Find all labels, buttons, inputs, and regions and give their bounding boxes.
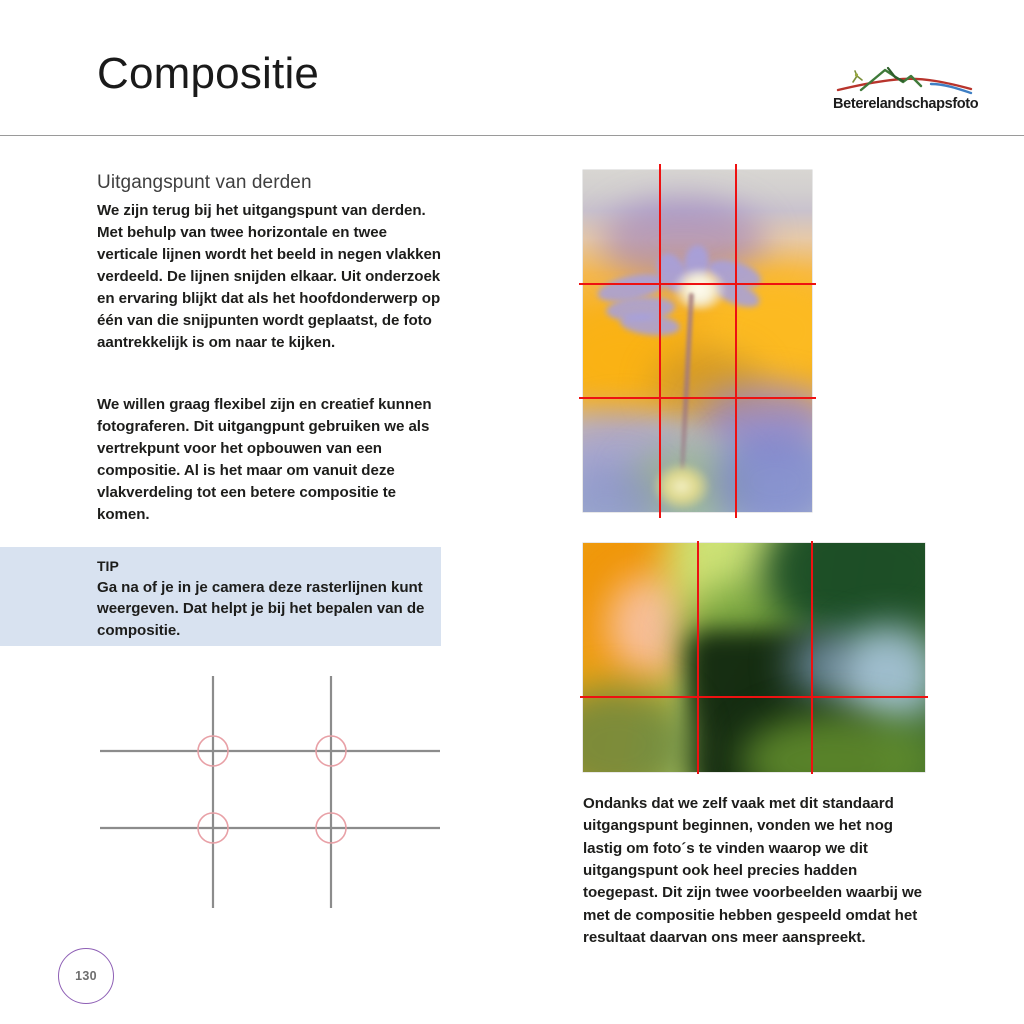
tip-body-text: Ga na of je in je camera deze rasterlijnen kunt weergeven. Dat helpt je bij het bepalen van de compositie. (97, 578, 425, 640)
page-number-badge (58, 948, 114, 1004)
brand-logo (833, 60, 978, 122)
photo-anemone-portrait (583, 170, 812, 512)
logo-wordmark: Beterelandschapsfoto (833, 96, 979, 112)
photo-macro-frame (583, 543, 925, 772)
header-divider (0, 135, 1024, 136)
lower-flower-center (652, 464, 712, 508)
photo-anemone-frame (583, 170, 812, 512)
page-title: Compositie (97, 49, 320, 98)
page-number-value: 130 (75, 969, 97, 983)
rule-of-thirds-diagram-svg (80, 660, 460, 930)
tip-callout (0, 547, 441, 646)
tip-label: TIP (97, 558, 119, 574)
rule-of-thirds-diagram (80, 660, 460, 930)
body-paragraph-2: We willen graag flexibel zijn en creatief kunnen fotograferen. Dit uitgangpunt gebruiken we als vertrekpunt voor het opbouwen van een compositie. Al is het maar om vanuit deze vlakverdeling tot een betere compositie te komen. (97, 396, 432, 523)
tip-content (97, 557, 437, 642)
section-subheading: Uitgangspunt van derden (97, 172, 312, 193)
photo-macro-landscape (583, 543, 925, 772)
logo-landscape-icon (833, 60, 978, 100)
body-paragraph-1: We zijn terug bij het uitgangspunt van derden. Met behulp van twee horizontale en twee verticale lijnen wordt het beeld in negen vlakken verdeeld. De lijnen snijden elkaar. Uit onderzoek en ervaring blijkt dat als het hoofdonderwerp op één van die snijpunten wordt geplaatst, de foto aantrekkelijk is om naar te kijken. (97, 202, 441, 351)
photo-caption-text: Ondanks dat we zelf vaak met dit standaard uitgangspunt beginnen, vonden we het nog lastig om foto´s te vinden waarop we dit uitgangspunt ook heel precies hadden toegepast. Dit zijn twee voorbeelden waarbij we met de compositie hebben gespeeld omdat het resultaat daarvan ons meer aanspreekt. (583, 795, 923, 946)
